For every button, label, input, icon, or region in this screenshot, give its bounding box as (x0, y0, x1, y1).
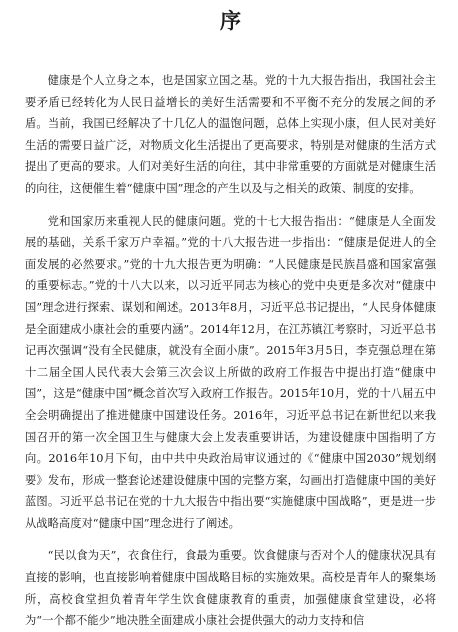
paragraph-1: 健康是个人立身之本，也是国家立国之基。党的十九大报告指出，我国社会主要矛盾已经转化为人民日益增长的美好生活需要和不平衡不充分的发展之间的矛盾。当前，我国已经解决了十几亿人的温饱问题，总体上实现小康，但人民对美好生活的需要日益广泛，对物质文化生活提出了更高要求，特别是对健康的生活方式提出了更高的要求。人们对美好生活的向往，其中非常重要的方面就是对健康生活的向往，这便催生着“健康中国”理念的产生以及与之相关的政策、制度的安排。 (25, 74, 436, 195)
document-title: 序 (220, 8, 241, 33)
paragraph-2: 党和国家历来重视人民的健康问题。党的十七大报告指出：“健康是人全面发展的基础，关系千家万户幸福。”党的十八大报告进一步指出：“健康是促进人的全面发展的必然要求。”党的十九大报告更为明确：“人民健康是民族昌盛和国家富强的重要标志。”党的十八大以来，以习近平同志为核心的党中央更是多次对“健康中国”理念进行探索、谋划和阐述。2013年8月，习近平总书记提出，“人民身体健康是全面建成小康社会的重要内涵”。2014年12月，在江苏镇江考察时，习近平总书记再次强调“没有全民健康，就没有全面小康”。2015年3月5日，李克强总理在第十二届全国人民代表大会第三次会议上所做的政府工作报告中提出打造“健康中国”，这是“健康中国”概念首次写入政府工作报告。2015年10月，党的十八届五中全会明确提出了推进健康中国建设任务。2016年，习近平总书记在新世纪以来我国召开的第一次全国卫生与健康大会上发表重要讲话，为建设健康中国指明了方向。2016年10月下旬，由中共中央政治局审议通过的《“健康中国2030”规划纲要》发布，形成一整套论述建设健康中国的完整方案，勾画出打造健康中国的美好蓝图。习近平总书记在党的十九大报告中指出要“实施健康中国战略”，更是进一步从战略高度对“健康中国”理念进行了阐述。 (25, 214, 436, 530)
paragraph-3: “民以食为天”，衣食住行，食最为重要。饮食健康与否对个人的健康状况具有直接的影响，也直接影响着健康中国战略目标的实施效果。高校是青年人的聚集场所，高校食堂担负着青年学生饮食健康教育的重责，加强健康食堂建设，必将为“一个都不能少”地决胜全面建成小康社会提供强大的动力支持和信 (25, 549, 436, 628)
